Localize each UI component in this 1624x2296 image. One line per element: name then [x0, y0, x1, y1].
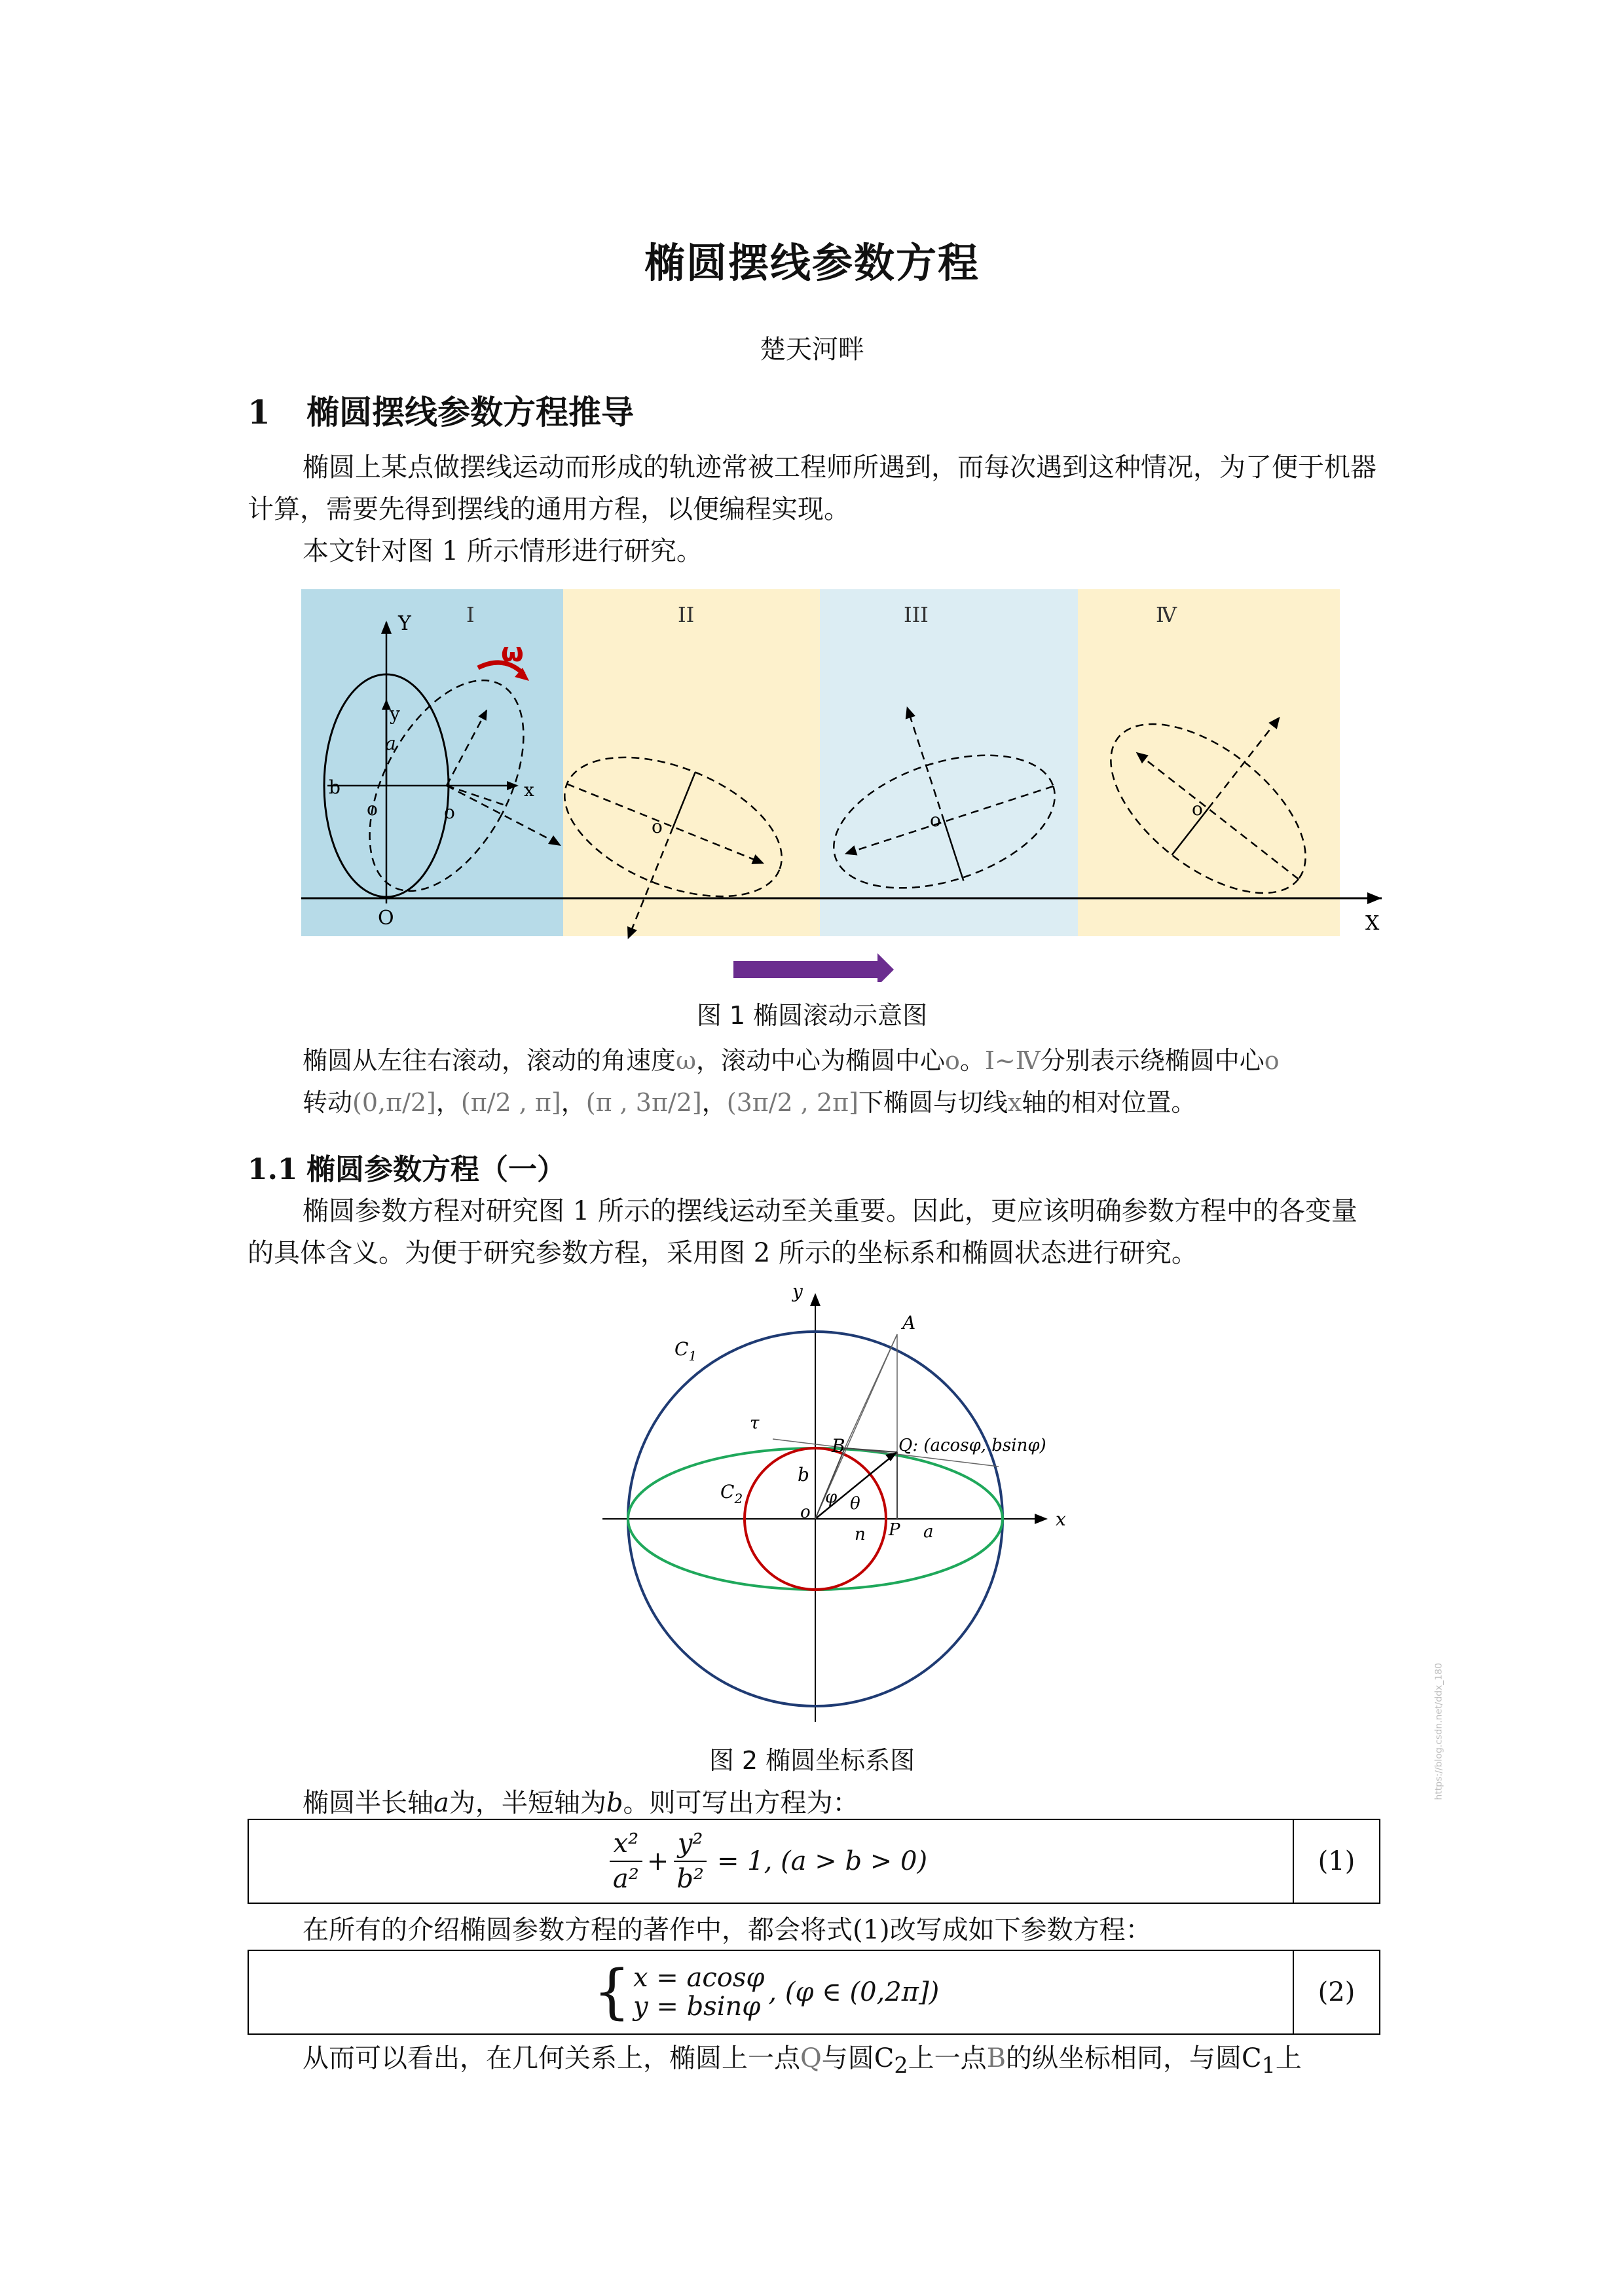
svg-text:n: n	[855, 1525, 866, 1544]
svg-text:P: P	[889, 1520, 900, 1540]
svg-text:a: a	[385, 733, 396, 754]
svg-text:o: o	[800, 1503, 811, 1522]
panel-3-bg	[820, 589, 1078, 936]
watermark: https://blog.csdn.net/ddx_180	[1434, 1663, 1445, 1800]
svg-text:x: x	[1056, 1508, 1066, 1530]
paragraph-6: 从而可以看出，在几何关系上，椭圆上一点Q与圆$C_2$上一点B的纵坐标相同，与圆$C_1$上	[303, 2043, 1302, 2078]
panel-3-label: III	[904, 602, 929, 627]
figure-2-ellipse-coordinates	[589, 1277, 1087, 1735]
svg-text:y: y	[390, 703, 400, 725]
svg-text:x: x	[524, 779, 534, 801]
svg-text:a: a	[923, 1522, 934, 1542]
origin-label: O	[378, 907, 394, 930]
svg-text:C2: $C_2$	[720, 1481, 743, 1506]
page-title: 椭圆摆线参数方程	[644, 239, 980, 287]
figure-1-description: 椭圆从左往右滚动，滚动的角速度ω，滚动中心为椭圆中心o。Ⅰ~Ⅳ分别表示绕椭圆中心o 转动(0,π/2]，(π/2 , π]，(π , 3π/2]，(3π/2 , 2π]下椭圆与切线x轴的相对位置。	[303, 1046, 1280, 1117]
svg-text:A: A	[902, 1312, 916, 1334]
paragraph-5: 在所有的介绍椭圆参数方程的著作中，都会将式(1)改写成如下参数方程：	[303, 1915, 1152, 1945]
svg-text:o: o	[930, 809, 941, 831]
paragraph-4: 椭圆半长轴a为，半短轴为b。则可写出方程为：	[303, 1788, 859, 1818]
section-1-1-heading: 1.1 椭圆参数方程（一）	[248, 1153, 566, 1186]
direction-arrow	[733, 961, 881, 978]
equation-1-number: (1)	[1293, 1820, 1379, 1903]
intro-paragraph-2: 本文针对图 1 所示情形进行研究。	[303, 536, 703, 566]
svg-text:Q: (acosφ, bsinφ): Q: (acosφ, bsinφ)	[898, 1436, 1046, 1455]
equation-2: { x = acosφ y = bsinφ , (φ ∈ (0,2π]) (2)	[248, 1950, 1380, 2035]
section-title: 椭圆摆线参数方程推导	[306, 393, 634, 431]
paragraph-3: 椭圆参数方程对研究图 1 所示的摆线运动至关重要。因此，更应该明确参数方程中的各变量的具体含义。为便于研究参数方程，采用图 2 所示的坐标系和椭圆状态进行研究。	[248, 1196, 1357, 1268]
figure-1-caption: 图 1 椭圆滚动示意图	[696, 1001, 928, 1030]
svg-text:o: o	[367, 798, 378, 820]
equation-1: $\frac{\text{x²}}{\text{a²}}$ + $\frac{\text{y²}}{\text{b²}}$ = 1, (a > b > 0) (1)	[248, 1819, 1380, 1904]
svg-text:y: y	[792, 1281, 803, 1302]
equation-2-number: (2)	[1293, 1951, 1379, 2033]
svg-text:B: B	[832, 1435, 845, 1457]
panel-1-label: I	[466, 602, 475, 627]
intro-paragraph-1: 椭圆上某点做摆线运动而形成的轨迹常被工程师所遇到，而每次遇到这种情况，为了便于机器计算，需要先得到摆线的通用方程，以便编程实现。	[248, 452, 1376, 524]
svg-text:τ: τ	[750, 1413, 760, 1433]
section-number: 1	[248, 393, 270, 431]
panel-4-bg	[1078, 589, 1340, 936]
panel-1-bg	[301, 589, 563, 936]
svg-text:Y: Y	[398, 612, 411, 635]
svg-text:b: b	[798, 1464, 809, 1485]
figure-2-caption: 图 2 椭圆坐标系图	[709, 1746, 915, 1775]
panel-2-bg	[563, 589, 820, 936]
panel-2-label: II	[678, 602, 695, 627]
svg-text:o: o	[652, 816, 663, 837]
ground-x-label: X	[1365, 912, 1380, 935]
svg-text:b: b	[329, 776, 341, 798]
panel-4-label: Ⅳ	[1156, 602, 1177, 627]
svg-text:θ: θ	[850, 1494, 860, 1514]
svg-text:o: o	[444, 801, 455, 823]
section-1-heading	[248, 386, 634, 433]
figure-1-rolling-ellipse	[301, 589, 1395, 982]
omega-label: ω	[501, 638, 524, 668]
svg-text:φ: φ	[825, 1487, 838, 1507]
svg-text:o: o	[1192, 798, 1203, 820]
svg-text:C1: $C_1$	[674, 1338, 697, 1364]
author: 楚天河畔	[760, 335, 864, 365]
